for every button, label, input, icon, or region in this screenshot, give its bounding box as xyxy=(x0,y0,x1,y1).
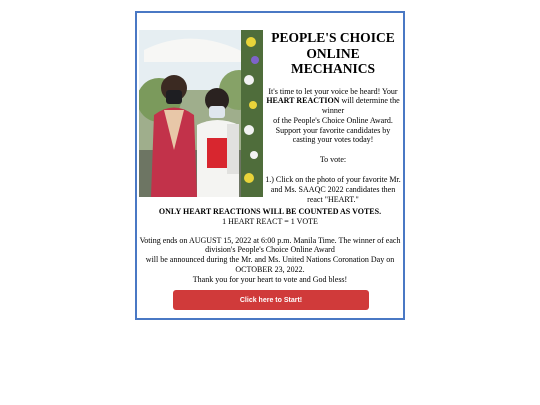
start-button[interactable]: Click here to Start! xyxy=(173,290,369,310)
intro-text xyxy=(265,87,401,146)
voting-ends-1: Voting ends on AUGUST 15, 2022 at 6:00 p.m. Manila Time. The winner of each division's People's Choice Online Award xyxy=(139,235,401,255)
to-vote-label: To vote: xyxy=(319,155,347,165)
mechanics-header xyxy=(265,30,401,204)
candidates-photo xyxy=(139,30,263,197)
intro-line-1: It's time to let your voice be heard! Your xyxy=(268,86,398,96)
intro-bold: HEART REACTION xyxy=(266,96,340,106)
vote-rule: 1 HEART REACT = 1 VOTE xyxy=(222,216,318,226)
mechanics-card xyxy=(135,11,405,320)
only-heart-note: ONLY HEART REACTIONS WILL BE COUNTED AS VOTES. xyxy=(158,207,382,216)
intro-line-2: will determine the winner xyxy=(321,96,400,116)
thanks-text: Thank you for your heart to vote and God bless! xyxy=(192,274,348,284)
page-title: PEOPLE'S CHOICE ONLINE MECHANICS xyxy=(271,30,395,76)
vote-rules xyxy=(137,207,403,285)
intro-line-5: casting your votes today! xyxy=(292,135,374,145)
intro-line-3: of the People's Choice Online Award. xyxy=(273,115,393,125)
vote-step-1: 1.) Click on the photo of your favorite Mr. and Ms. SAAQC 2022 candidates then react "HEART." xyxy=(265,175,401,204)
voting-ends-2: will be announced during the Mr. and Ms. United Nations Coronation Day on OCTOBER 23, 2022. xyxy=(145,255,395,274)
intro-line-4: Support your favorite candidates by xyxy=(275,125,391,135)
